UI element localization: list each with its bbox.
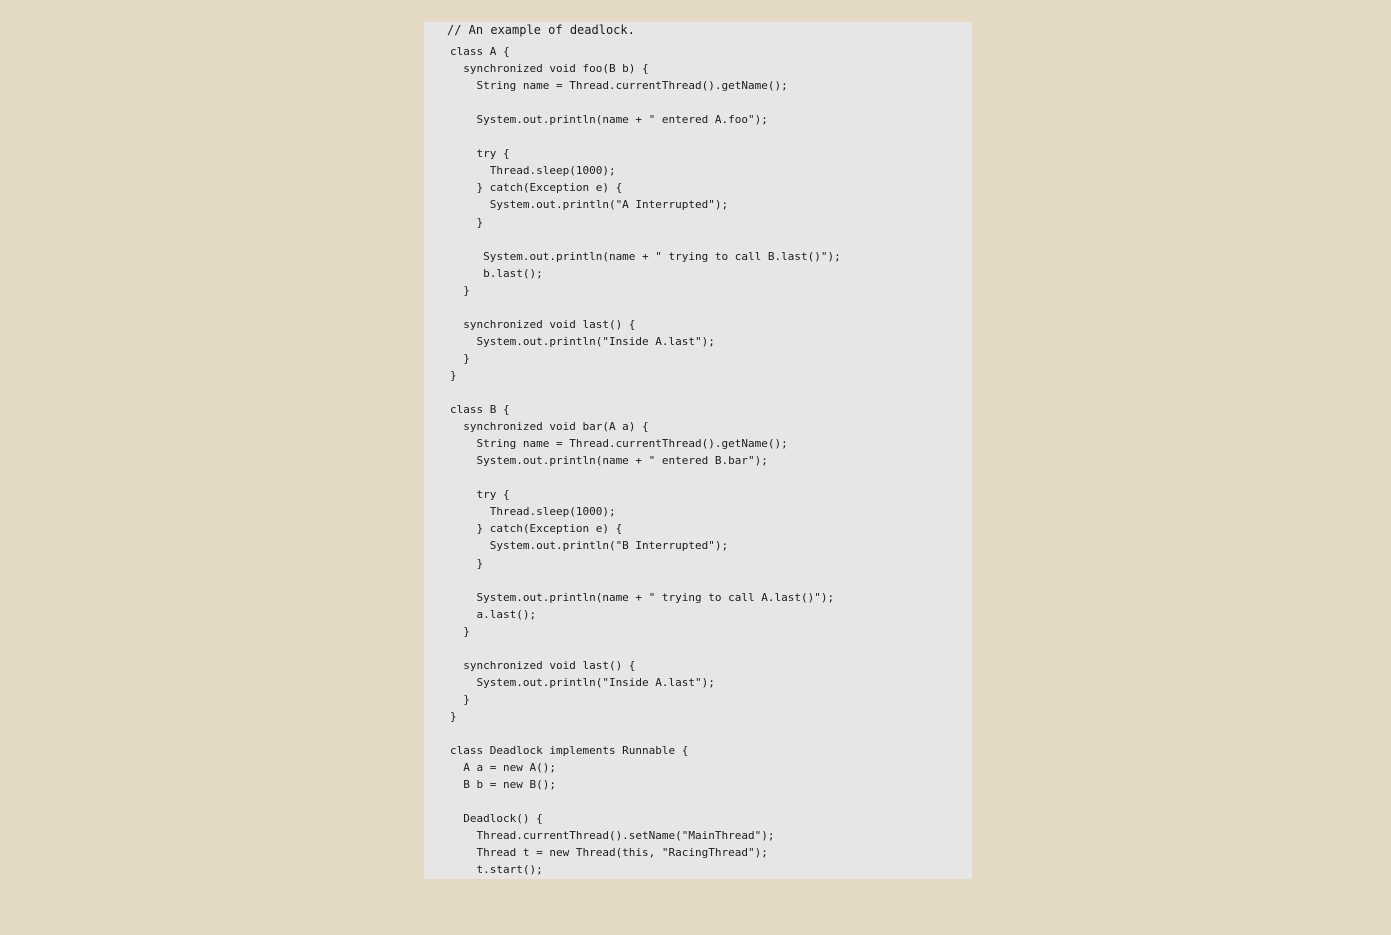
code-line: Thread.sleep(1000); [450,164,616,178]
code-line: System.out.println("Inside A.last"); [450,675,715,689]
code-line: a.last(); [450,607,537,621]
code-line: try { [450,488,510,502]
code-listing [424,22,972,879]
code-line: b.last(); [450,266,543,280]
code-line: String name = Thread.currentThread().getName(); [450,79,788,93]
code-line: synchronized void last() { [450,317,636,331]
code-line: } [450,368,457,382]
code-line: try { [450,147,510,161]
code-line: System.out.println("A Interrupted"); [450,198,729,212]
code-line: synchronized void foo(B b) { [450,62,649,76]
code-line: System.out.println(name + " entered A.foo"); [450,113,768,127]
code-line: B b = new B(); [450,778,556,792]
code-line: } [450,556,484,570]
code-line: class A { [450,45,510,58]
code-line: } [450,283,470,297]
code-line: System.out.println("B Interrupted"); [450,539,729,553]
code-line: String name = Thread.currentThread().getName(); [450,437,788,451]
code-line: } [450,351,470,365]
code-line: } [450,624,470,638]
code-line: } catch(Exception e) { [450,522,623,536]
code-line: class B { [450,403,510,417]
code-line: t.start(); [450,863,543,877]
code-line: } catch(Exception e) { [450,181,623,195]
code-line: } [450,215,484,229]
code-line: Thread.sleep(1000); [450,505,616,519]
code-line: System.out.println(name + " trying to call A.last()"); [450,590,835,604]
code-line: synchronized void bar(A a) { [450,420,649,434]
code-line: } [450,692,470,706]
code-line: synchronized void last() { [450,658,636,672]
code-line: Deadlock() { [450,812,543,826]
code-line: A a = new A(); [450,761,556,775]
code-line: System.out.println(name + " entered B.bar"); [450,454,768,468]
code-line: Thread t = new Thread(this, "RacingThread"); [450,846,768,860]
code-line: Thread.currentThread().setName("MainThread"); [450,829,775,843]
code-line: class Deadlock implements Runnable { [450,744,689,758]
code-line: System.out.println("Inside A.last"); [450,334,715,348]
code-comment: // An example of deadlock. [447,23,635,37]
code-line: } [450,709,457,723]
code-line: System.out.println(name + " trying to call B.last()"); [450,249,841,263]
